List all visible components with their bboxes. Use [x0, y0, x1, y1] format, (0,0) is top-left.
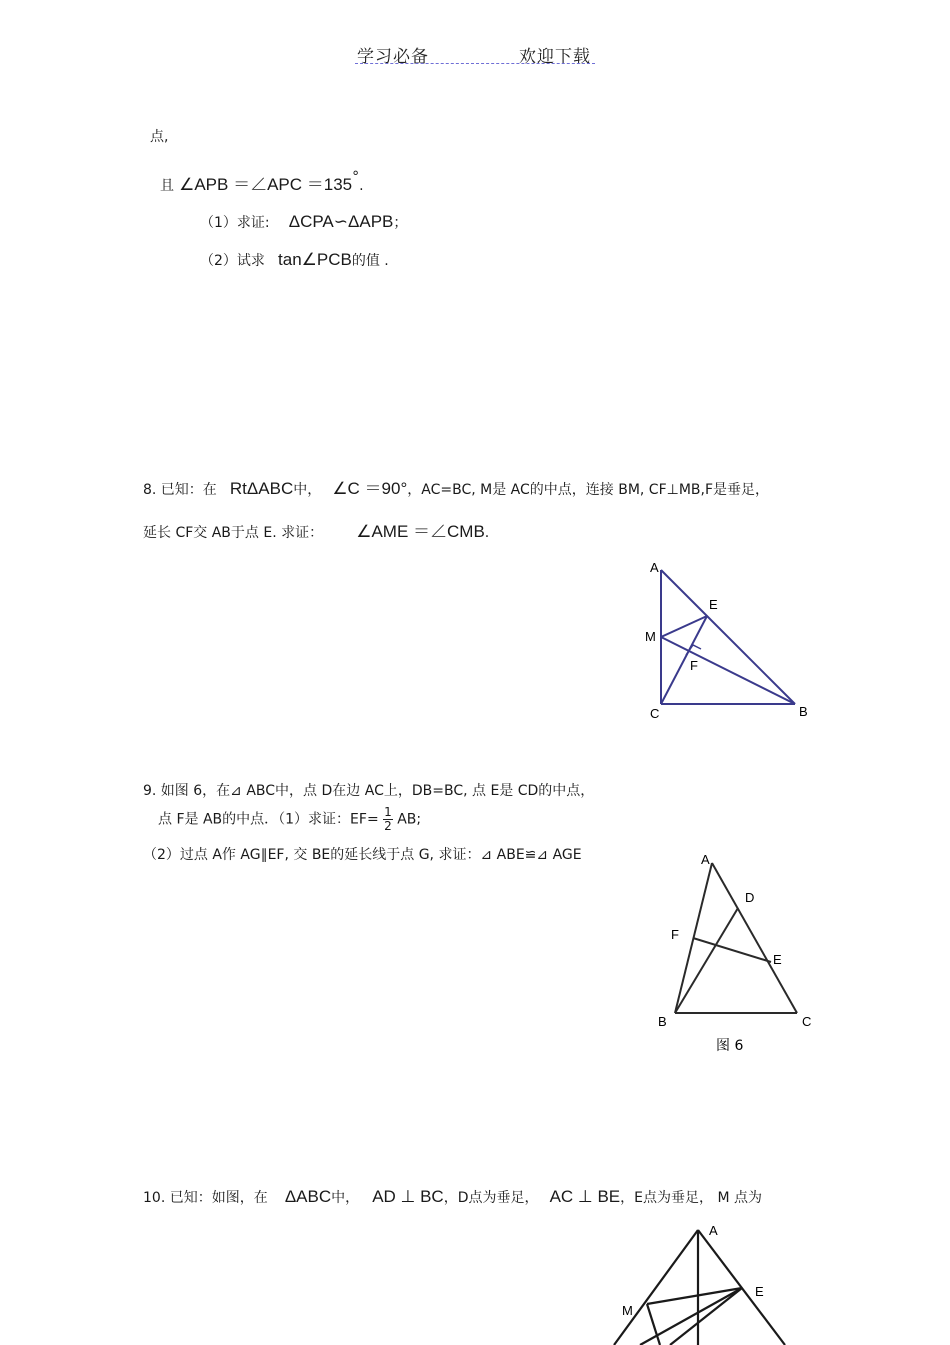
- q10-l1-b: ΔABC: [284, 1187, 332, 1206]
- q10-label-m: M: [622, 1303, 633, 1318]
- q8-l1-a: 8. 已知：在: [143, 482, 217, 498]
- q10-l1-d: AD ⊥ BC: [372, 1187, 444, 1206]
- q10-l1-a: 10. 已知：如图，在: [143, 1190, 268, 1206]
- q8-label-b: B: [799, 704, 808, 719]
- q8-l1-b: RtΔABC: [229, 479, 294, 498]
- q9-l2-b: AB;: [397, 811, 422, 828]
- q8-label-f: F: [690, 658, 698, 673]
- q9-line3: （2）过点 A作 AG∥EF, 交 BE的延长线于点 G, 求证：⊿ ABE≌⊿ AGE: [143, 847, 582, 863]
- q9-label-a: A: [701, 852, 710, 867]
- q9-label-f: F: [671, 927, 679, 942]
- q10-l1-c: 中，: [331, 1190, 360, 1206]
- header-right: 欢迎下载: [519, 47, 591, 67]
- q7-p1-end: ；: [393, 215, 408, 231]
- q7-p1-expr: ΔCPA∽ΔAPB: [288, 212, 394, 231]
- q9-line1: 9. 如图 6，在⊿ ABC中，点 D在边 AC上，DB=BC, 点 E是 CD的中点，: [143, 783, 595, 799]
- q10-l1-e: ，D点为垂足，: [443, 1190, 539, 1206]
- q7-p2-label: （2）试求: [200, 253, 265, 269]
- q7-p2-expr: tan∠PCB: [278, 250, 352, 269]
- q7-cond-end: .: [359, 178, 364, 194]
- q7-cond-degree: °: [352, 169, 360, 185]
- q8-label-m: M: [645, 629, 656, 644]
- q9-label-c: C: [802, 1014, 812, 1029]
- q7-line0: 点,: [150, 129, 169, 145]
- q8-l1-e: ，AC=BC, M是 AC的中点，连接 BM, CF⊥MB,F是垂足，: [407, 482, 770, 498]
- q7-cond-expr: ∠APB ＝∠APC ＝135: [179, 175, 353, 194]
- q9-label-b: B: [658, 1014, 667, 1029]
- q9-frac-num: 1: [384, 805, 392, 819]
- q8-l2-a: 延长 CF交 AB于点 E. 求证：: [143, 525, 324, 541]
- q9-label-e: E: [773, 952, 782, 967]
- q9-frac-den: 2: [384, 819, 392, 833]
- q9-figure-caption: 图 6: [716, 1038, 744, 1054]
- q8-label-c: C: [650, 706, 660, 721]
- q8-l1-c: 中，: [293, 482, 322, 498]
- q10-l1-f: AC ⊥ BE: [549, 1187, 621, 1206]
- q7-p2-end: 的值 .: [351, 253, 389, 269]
- q10-seg-ab: [614, 1230, 698, 1345]
- q9-l2-a: 点 F是 AB的中点．（1）求证：EF=: [158, 811, 379, 828]
- q8-label-a: A: [650, 560, 659, 575]
- q8-l2-c: .: [484, 525, 490, 541]
- q9-label-d: D: [745, 890, 755, 905]
- q10-label-a: A: [709, 1223, 718, 1238]
- q8-l2-b: ∠AME ＝∠CMB: [356, 522, 485, 541]
- q10-l1-g: ，E点为垂足， M 点为: [620, 1190, 762, 1206]
- q8-label-e: E: [709, 597, 718, 612]
- q7-cond-prefix: 且: [160, 178, 174, 194]
- header-left: 学习必备: [357, 47, 429, 67]
- q10-seg-e-down: [670, 1288, 742, 1345]
- q7-p1-label: （1）求证:: [200, 215, 270, 231]
- q8-l1-d: ∠C ＝90°: [332, 479, 408, 498]
- q10-label-e: E: [755, 1284, 764, 1299]
